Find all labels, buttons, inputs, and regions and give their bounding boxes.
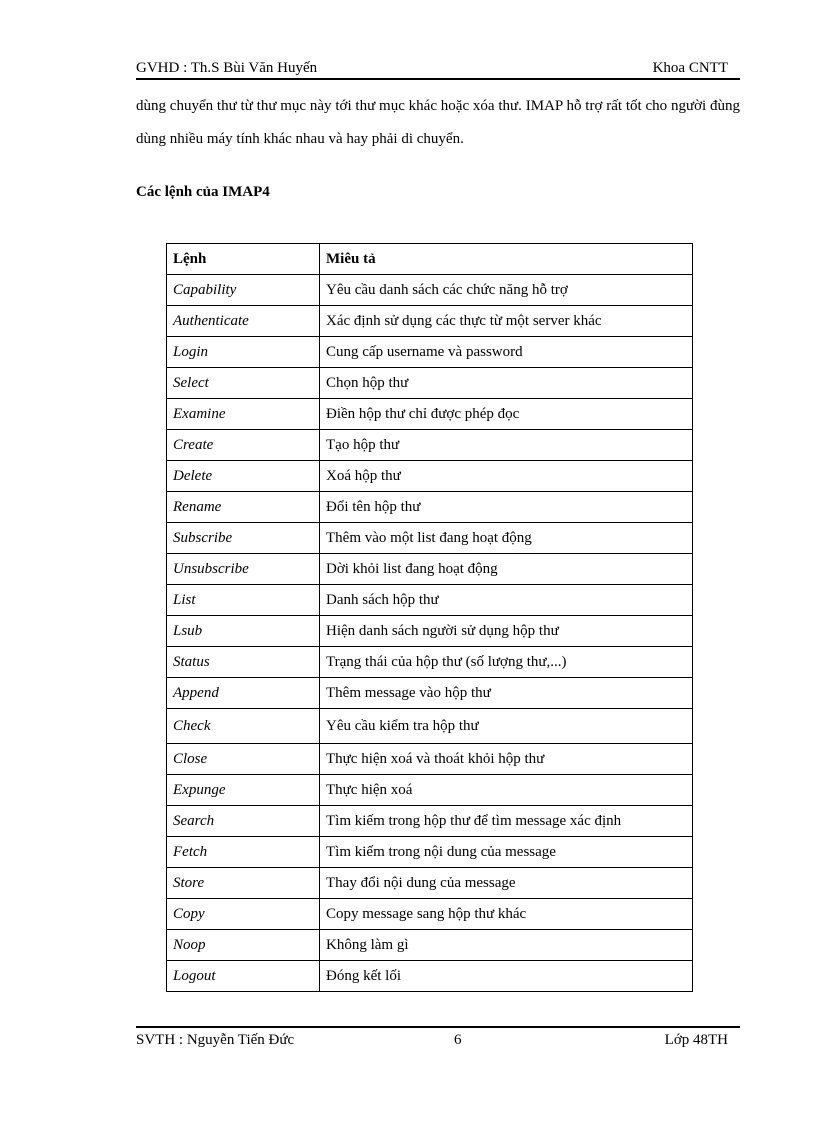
description-cell: Thực hiện xoá [320,775,693,806]
column-header-description: Miêu tả [320,244,693,275]
table-row [167,337,693,368]
description-cell: Hiện danh sách người sử dụng hộp thư [320,616,693,647]
body-paragraph: dùng chuyển thư từ thư mục này tới thư mục khác hoặc xóa thư. IMAP hỗ trợ rất tốt cho người đùng dùng nhiều máy tính khác nhau và hay phải di chuyển. [136,98,740,147]
description-cell: Điền hộp thư chỉ được phép đọc [320,399,693,430]
command-cell: Search [167,806,320,837]
command-cell: Rename [167,492,320,523]
description-cell: Đổi tên hộp thư [320,492,693,523]
command-cell: Examine [167,399,320,430]
table-row [167,399,693,430]
command-cell: Logout [167,961,320,992]
page-number: 6 [454,1032,462,1048]
table-row [167,744,693,775]
description-cell: Trạng thái của hộp thư (số lượng thư,...) [320,647,693,678]
command-cell: Select [167,368,320,399]
table-row [167,430,693,461]
description-cell: Thay đổi nội dung của message [320,868,693,899]
description-cell: Thêm vào một list đang hoạt động [320,523,693,554]
command-cell: Copy [167,899,320,930]
description-cell: Thực hiện xoá và thoát khỏi hộp thư [320,744,693,775]
command-cell: Noop [167,930,320,961]
description-cell: Danh sách hộp thư [320,585,693,616]
command-cell: Append [167,678,320,709]
command-cell: List [167,585,320,616]
table-row [167,709,693,744]
table-row [167,899,693,930]
table-row [167,368,693,399]
command-cell: Login [167,337,320,368]
table-row [167,461,693,492]
command-cell: Check [167,709,320,744]
table-row [167,961,693,992]
description-cell: Thêm message vào hộp thư [320,678,693,709]
footer-class: Lớp 48TH [664,1032,728,1048]
command-cell: Lsub [167,616,320,647]
table-row [167,806,693,837]
description-cell: Copy message sang hộp thư khác [320,899,693,930]
table-row [167,523,693,554]
page-footer [136,1030,740,1050]
table-row [167,678,693,709]
description-cell: Tạo hộp thư [320,430,693,461]
command-cell: Capability [167,275,320,306]
table-row [167,837,693,868]
header-department: Khoa CNTT [652,60,728,76]
description-cell: Tìm kiếm trong nội dung của message [320,837,693,868]
footer-student: SVTH : Nguyễn Tiến Đức [136,1032,295,1048]
description-cell: Dời khỏi list đang hoạt động [320,554,693,585]
table-row [167,306,693,337]
page-header [136,56,740,78]
section-title: Các lệnh của IMAP4 [136,184,270,200]
table-row [167,275,693,306]
description-cell: Yêu cầu kiểm tra hộp thư [320,709,693,744]
description-cell: Xoá hộp thư [320,461,693,492]
description-cell: Không làm gì [320,930,693,961]
description-cell: Tìm kiếm trong hộp thư để tìm message xác định [320,806,693,837]
table-row [167,930,693,961]
command-cell: Create [167,430,320,461]
command-cell: Authenticate [167,306,320,337]
table-header-row [167,244,693,275]
header-rule [136,78,740,80]
table-row [167,492,693,523]
table-body [167,275,693,992]
column-header-command: Lệnh [167,244,320,275]
table-row [167,647,693,678]
command-cell: Close [167,744,320,775]
table-row [167,585,693,616]
description-cell: Cung cấp username và password [320,337,693,368]
table-row [167,554,693,585]
table-row [167,616,693,647]
command-cell: Status [167,647,320,678]
imap-commands-table [166,243,693,992]
description-cell: Xác định sử dụng các thực từ một server khác [320,306,693,337]
command-cell: Fetch [167,837,320,868]
command-cell: Unsubscribe [167,554,320,585]
table-row [167,868,693,899]
table-row [167,775,693,806]
description-cell: Đóng kết lối [320,961,693,992]
command-cell: Expunge [167,775,320,806]
description-cell: Yêu cầu danh sách các chức năng hỗ trợ [320,275,693,306]
footer-rule [136,1026,740,1028]
command-cell: Store [167,868,320,899]
command-cell: Delete [167,461,320,492]
command-cell: Subscribe [167,523,320,554]
header-supervisor: GVHD : Th.S Bùi Văn Huyến [136,60,318,76]
description-cell: Chọn hộp thư [320,368,693,399]
